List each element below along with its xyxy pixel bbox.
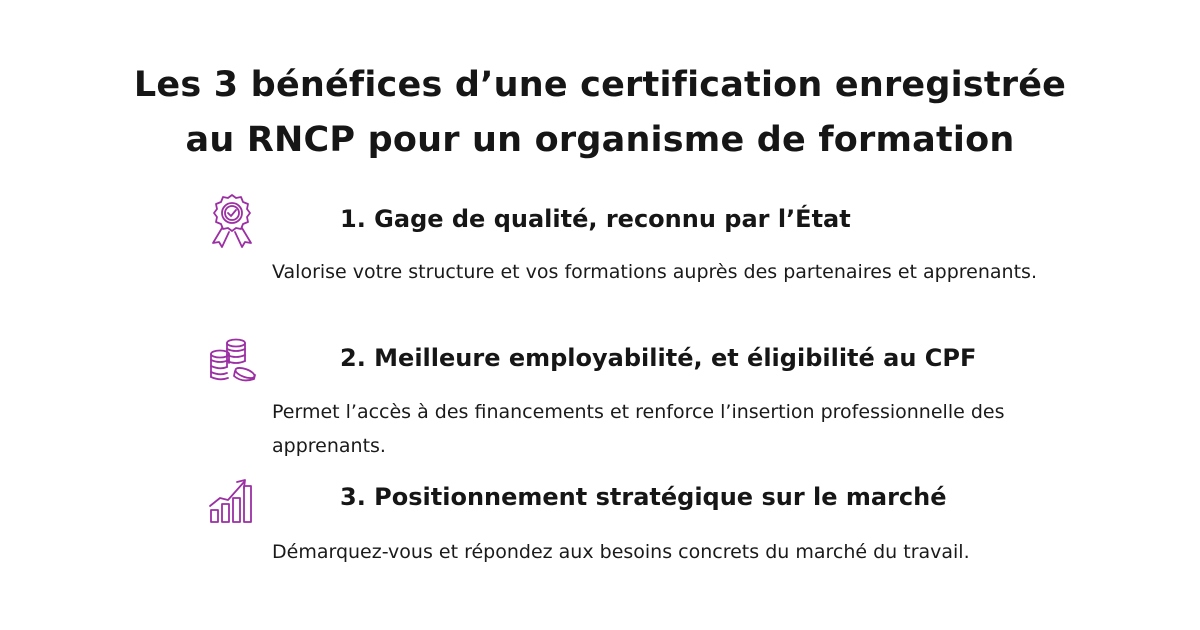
growth-chart-icon <box>206 474 258 530</box>
page-title <box>0 58 1200 168</box>
coins-stack-icon <box>206 337 258 393</box>
page-title-line-1: Les 3 bénéfices d’une certification enregistrée <box>133 65 1067 105</box>
benefit-1-description: Valorise votre structure et vos formations auprès des partenaires et apprenants. <box>272 261 1037 283</box>
award-ribbon-icon <box>206 193 258 249</box>
benefit-2-title: 2. Meilleure employabilité, et éligibilité au CPF <box>340 344 977 372</box>
page-title-line-2: au RNCP pour un organisme de formation <box>185 120 1015 160</box>
benefit-3-title: 3. Positionnement stratégique sur le marché <box>340 483 947 511</box>
benefit-2-description: Permet l’accès à des financements et renforce l’insertion professionnelle des apprenants. <box>272 401 1005 457</box>
benefit-3-description: Démarquez-vous et répondez aux besoins concrets du marché du travail. <box>272 541 970 563</box>
benefit-1-title: 1. Gage de qualité, reconnu par l’État <box>340 205 851 233</box>
